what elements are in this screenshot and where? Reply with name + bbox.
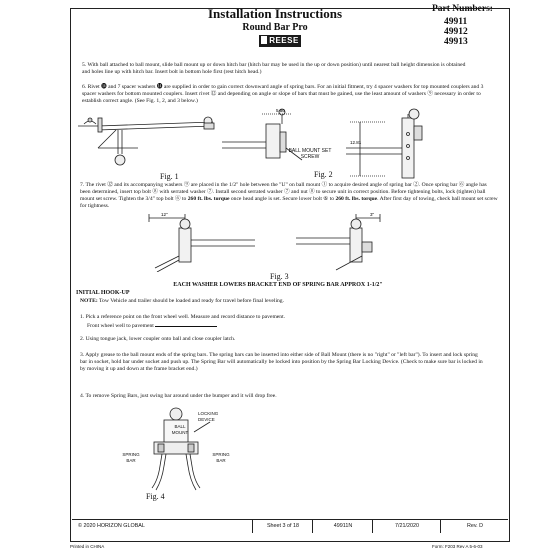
- figure-2-right-drawing: [346, 104, 456, 184]
- logo-mark-icon: [261, 36, 267, 44]
- part-number-3: 49913: [444, 37, 468, 47]
- dimension-12-label: 12": [161, 212, 168, 217]
- spring-bar-left-label: SPRING BAR: [122, 452, 140, 463]
- footer-rev: Rev. D: [440, 520, 509, 533]
- footer: [72, 519, 508, 533]
- locking-device-label: LOCKING DEVICE: [198, 411, 219, 422]
- page-title: Installation Instructions: [208, 6, 342, 21]
- ball-mount-set-screw-label: BALL MOUNT SET SCREW: [288, 148, 332, 160]
- reese-logo: [259, 35, 301, 47]
- hookup-step-1b: [87, 321, 387, 330]
- logo-text: REESE: [269, 36, 299, 45]
- hookup-step-3: 3. Apply grease to the ball mount ends of the spring bars. The spring bars can be inserted into either side of Ball Mount (there is no "right" or "left bar"). To insert and lock spring bar in socket, hold bar under socket and push up. The Spring Bar will automatically be locked into position by the Spring Bar Locking Device. (Check to make sure bar is locked in by moving it up and down at the frame bracket end.): [80, 352, 483, 372]
- step-7-mid: once head angle is set. Secure lower bolt ⑥ to: [230, 196, 335, 202]
- part-numbers-label: Part Numbers:: [432, 4, 493, 14]
- step-7-end: . After first day of towing, check ball mount set screw for tightness.: [80, 196, 498, 209]
- note-line: [80, 298, 480, 305]
- note-label: NOTE:: [80, 298, 98, 304]
- step-7-text: [80, 182, 498, 210]
- hookup-step-4: 4. To remove Spring Bars, just swing bar around under the bumper and it will drop free.: [80, 393, 277, 399]
- initial-hookup-heading: INITIAL HOOK-UP: [76, 290, 130, 296]
- footer-sheet: Sheet 3 of 18: [252, 520, 313, 533]
- dimension-3-label: 3": [370, 212, 375, 217]
- part-number-2: 49912: [444, 27, 468, 37]
- step-7-torque-1: 260 ft. lbs. torque: [187, 196, 230, 202]
- dimension-a-label: 5.86: [276, 108, 285, 113]
- footer-date: 7/21/2020: [372, 520, 441, 533]
- footer-copyright: © 2020 HORIZON GLOBAL: [78, 523, 145, 529]
- figure-3-label: Fig. 3: [270, 272, 289, 281]
- step-7-torque-2: 260 ft. lbs. torque: [335, 196, 378, 202]
- printed-in: Printed in CHINA: [70, 544, 105, 549]
- ball-mount-label: BALL MOUNT: [171, 424, 189, 435]
- figure-3-right-drawing: [296, 212, 416, 272]
- dimension-b-label: 12.81: [350, 140, 362, 145]
- washer-note: EACH WASHER LOWERS BRACKET END OF SPRING BAR APPROX 1-1/2": [173, 282, 383, 288]
- hookup-step-2: 2. Using tongue jack, lower coupler onto ball and close coupler latch.: [80, 336, 236, 342]
- step-7-main: 7. The rivet ⑫ and its accompanying washers ⑨ are placed in the 1/2" hole between the "U" on ball mount ① to acquire desired angle of spring bar ②. Once spring bar ⑥ angle has been determined, insert top bolt ⑧ with serrated washer ⑦. Install second serrated washer ⑦ and nut ⑧ to secure unit in correct position. Before tightening bolts, lock (tighten) ball mount set screw. Tighten the 3/4" top bolt ⑥ to: [80, 182, 487, 202]
- wheel-well-blank: [155, 321, 217, 327]
- step-5-text: 5. With ball attached to ball mount, slide ball mount up or down hitch bar (hitch bar may be used in the up or down position) until nearest ball height dimension is obtained and holes line up with hitch bar. Insert bolt in bottom hole first (rest hitch head.): [82, 62, 466, 75]
- figure-2-left-drawing: [222, 108, 342, 170]
- note-text: Tow Vehicle and trailer should be loaded and ready for travel before final leveling.: [99, 298, 284, 304]
- wheel-well-label: Front wheel well to pavement: [87, 323, 154, 329]
- figure-3-left-drawing: [145, 212, 265, 272]
- hookup-step-1: 1. Pick a reference point on the front wheel well. Measure and record distance to pavement.: [80, 314, 286, 320]
- figure-1-drawing: [78, 108, 228, 180]
- figure-4-label: Fig. 4: [146, 492, 165, 501]
- footer-doc-number: 49911N: [312, 520, 373, 533]
- form-number: Form: F203 Rev A 5-6-03: [432, 544, 483, 549]
- figure-2-label: Fig. 2: [314, 170, 333, 179]
- spring-bar-right-label: SPRING BAR: [212, 452, 230, 463]
- step-6-text: 6. Rivet ⓮ and 7 spacer washers ⓮ are supplied in order to gain correct downward angle of spring bars. For an initial fitment, try 4 spacer washers for top mounted couplers and 3 spacer washers for bottom mounted couplers. Insert rivet ⑫ and depending on angle or slope of bars that must be gained, use the least amount of washers ⑨ necessary in order to establish correct angle. (See Fig. 1, 2, and 3 below.): [82, 84, 484, 104]
- page-subtitle: Round Bar Pro: [242, 22, 308, 33]
- part-number-1: 49911: [444, 17, 468, 27]
- figure-1-label: Fig. 1: [160, 172, 179, 181]
